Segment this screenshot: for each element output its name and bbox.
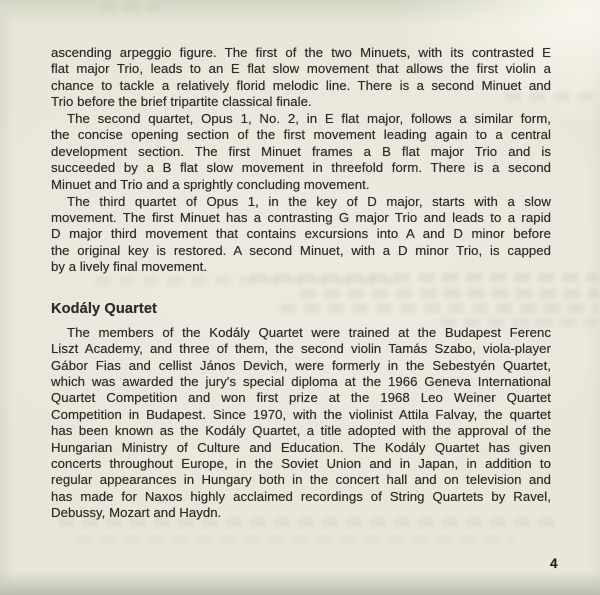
text-line: The second quartet, Opus 1, No. 2, in E flat major, follows a similar form, (67, 111, 551, 127)
text-line: the concise opening section of the first movement leading again to a central (51, 127, 551, 143)
text-line: D major third movement that contains excursions into A and D minor before (51, 226, 551, 242)
text-column (51, 45, 551, 522)
paragraph (51, 45, 551, 111)
text-line: the original key is restored. A second Minuet, with a D minor Trio, is capped (51, 242, 551, 258)
text-line: concerts throughout Europe, in the Soviet Union and in Japan, in addition to (51, 455, 551, 471)
text-line: which was awarded the jury's special diploma at the 1966 Geneva International (51, 374, 551, 390)
text-line: Liszt Academy, and three of them, the second violin Tamás Szabo, viola-player (51, 341, 551, 357)
paragraph (51, 111, 551, 193)
text-line: chance to tackle a relatively florid melodic line. There is a second Minuet and (51, 77, 551, 93)
text-line: has made for Naxos highly acclaimed recordings of String Quartets by Ravel, (51, 488, 551, 504)
text-line: The members of the Kodály Quartet were trained at the Budapest Ferenc (67, 324, 551, 340)
text-line: Gábor Fias and cellist János Devich, were formerly in the Sebestyén Quartet, (51, 357, 551, 373)
page-number: 4 (550, 556, 558, 571)
text-line: Trio before the brief tripartite classical finale. (51, 94, 312, 110)
section-heading: Kodály Quartet (51, 301, 158, 318)
text-line: movement. The first Minuet has a contrasting G major Trio and leads to a rapid (51, 209, 551, 225)
text-line: The third quartet of Opus 1, in the key of D major, starts with a slow (67, 193, 551, 209)
text-line: succeeded by a B flat slow movement in threefold form. There is a second (51, 160, 551, 176)
paragraph (51, 194, 551, 276)
text-line: ascending arpeggio figure. The first of the two Minuets, with its contrasted E (51, 45, 551, 60)
text-line: Minuet and Trio and a sprightly concluding movement. (51, 176, 370, 192)
text-line: Competition in Budapest. Since 1970, with the violinist Attila Falvay, the quartet (51, 406, 551, 422)
text-line: Hungarian Ministry of Culture and Education. The Kodály Quartet has given (51, 439, 551, 455)
text-line: Debussy, Mozart and Haydn. (51, 505, 222, 521)
text-line: by a lively final movement. (51, 259, 208, 275)
text-line: flat major Trio, leads to an E flat slow movement that allows the first violin a (51, 61, 551, 77)
text-line: development section. The first Minuet frames a B flat major Trio and is (51, 143, 551, 159)
text-line: Quartet Competition and won first prize at the 1968 Leo Weiner Quartet (51, 390, 551, 406)
text-line: has been known as the Kodály Quartet, a title adopted with the approval of the (51, 423, 551, 439)
showthrough-ghost-text (75, 535, 515, 544)
text-line: regular appearances in Hungary both in the concert hall and on television and (51, 472, 551, 488)
paragraph (51, 325, 551, 522)
showthrough-ghost-text (100, 3, 160, 12)
